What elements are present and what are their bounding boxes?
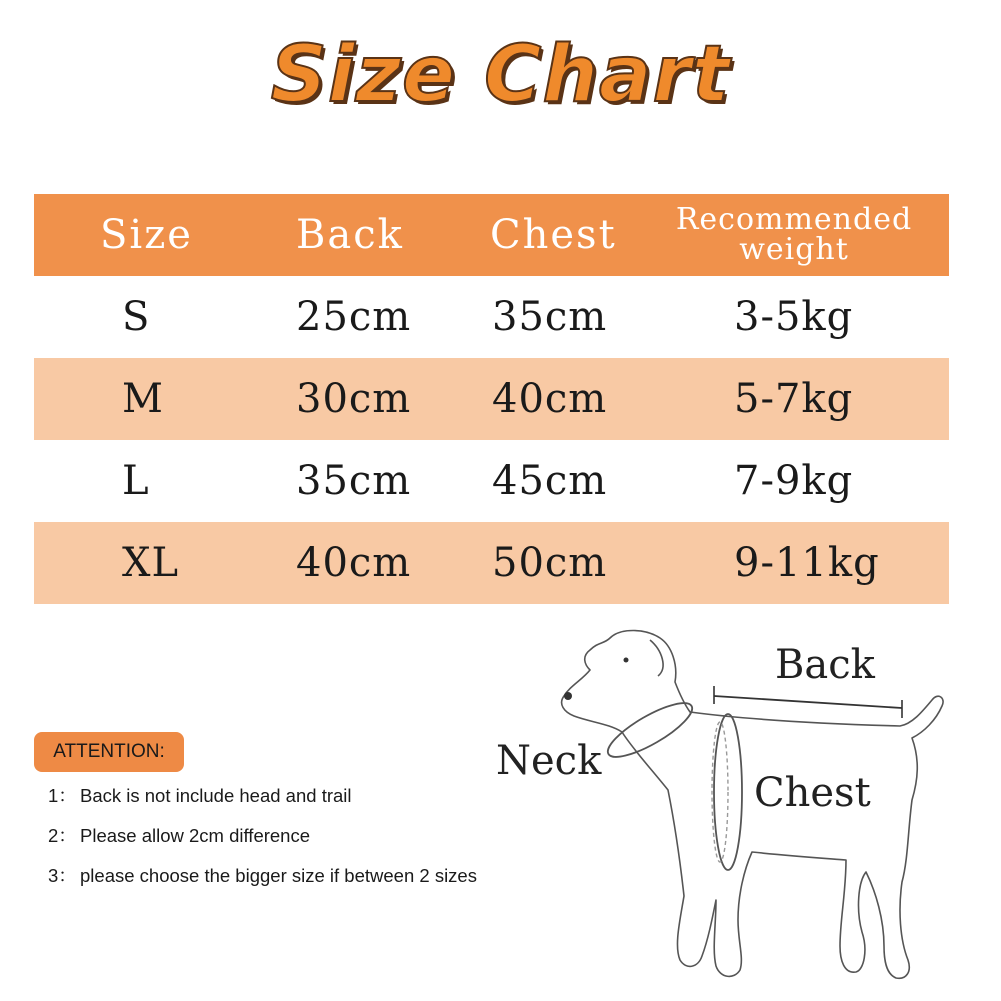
cell-size: L [122, 458, 150, 504]
note-item [48, 862, 477, 888]
table-row [34, 276, 949, 358]
cell-weight: 5-7kg [734, 376, 854, 422]
page-title: Size Chart [270, 30, 731, 120]
neck-measure-loop [601, 694, 698, 766]
note-item [48, 782, 352, 808]
dog-nose [564, 692, 572, 700]
header-size: Size [100, 212, 193, 258]
cell-chest: 40cm [492, 376, 608, 422]
cell-size: S [122, 294, 151, 340]
cell-back: 35cm [296, 458, 412, 504]
neck-label: Neck [496, 738, 602, 784]
note-text: please choose the bigger size if between 2 sizes [80, 865, 477, 886]
cell-weight: 3-5kg [734, 294, 854, 340]
table-row [34, 440, 949, 522]
cell-size: M [122, 376, 164, 422]
note-number: 2： [48, 825, 77, 846]
note-text: Please allow 2cm difference [80, 825, 311, 846]
dog-outline [562, 631, 943, 979]
note-number: 1： [48, 785, 77, 806]
header-weight: weight [739, 232, 849, 267]
cell-size: XL [122, 540, 180, 586]
dog-eye [624, 658, 629, 663]
header-recommended-weight [664, 202, 924, 267]
cell-back: 30cm [296, 376, 412, 422]
cell-weight: 7-9kg [734, 458, 854, 504]
note-number: 3： [48, 865, 77, 886]
cell-chest: 50cm [492, 540, 608, 586]
cell-chest: 35cm [492, 294, 608, 340]
cell-back: 40cm [296, 540, 412, 586]
table-header [34, 194, 949, 276]
size-table [34, 194, 949, 604]
chest-label: Chest [754, 770, 871, 816]
header-back: Back [296, 212, 404, 258]
header-recommended: Recommended [675, 202, 913, 237]
header-chest: Chest [490, 212, 617, 258]
cell-weight: 9-11kg [734, 540, 880, 586]
back-measure-line [714, 696, 902, 708]
cell-back: 25cm [296, 294, 412, 340]
attention-badge: ATTENTION: [34, 732, 184, 772]
dog-ear [650, 640, 663, 676]
back-label: Back [775, 642, 875, 688]
note-text: Back is not include head and trail [80, 785, 352, 806]
table-row [34, 522, 949, 604]
table-row [34, 358, 949, 440]
cell-chest: 45cm [492, 458, 608, 504]
note-item [48, 822, 310, 848]
